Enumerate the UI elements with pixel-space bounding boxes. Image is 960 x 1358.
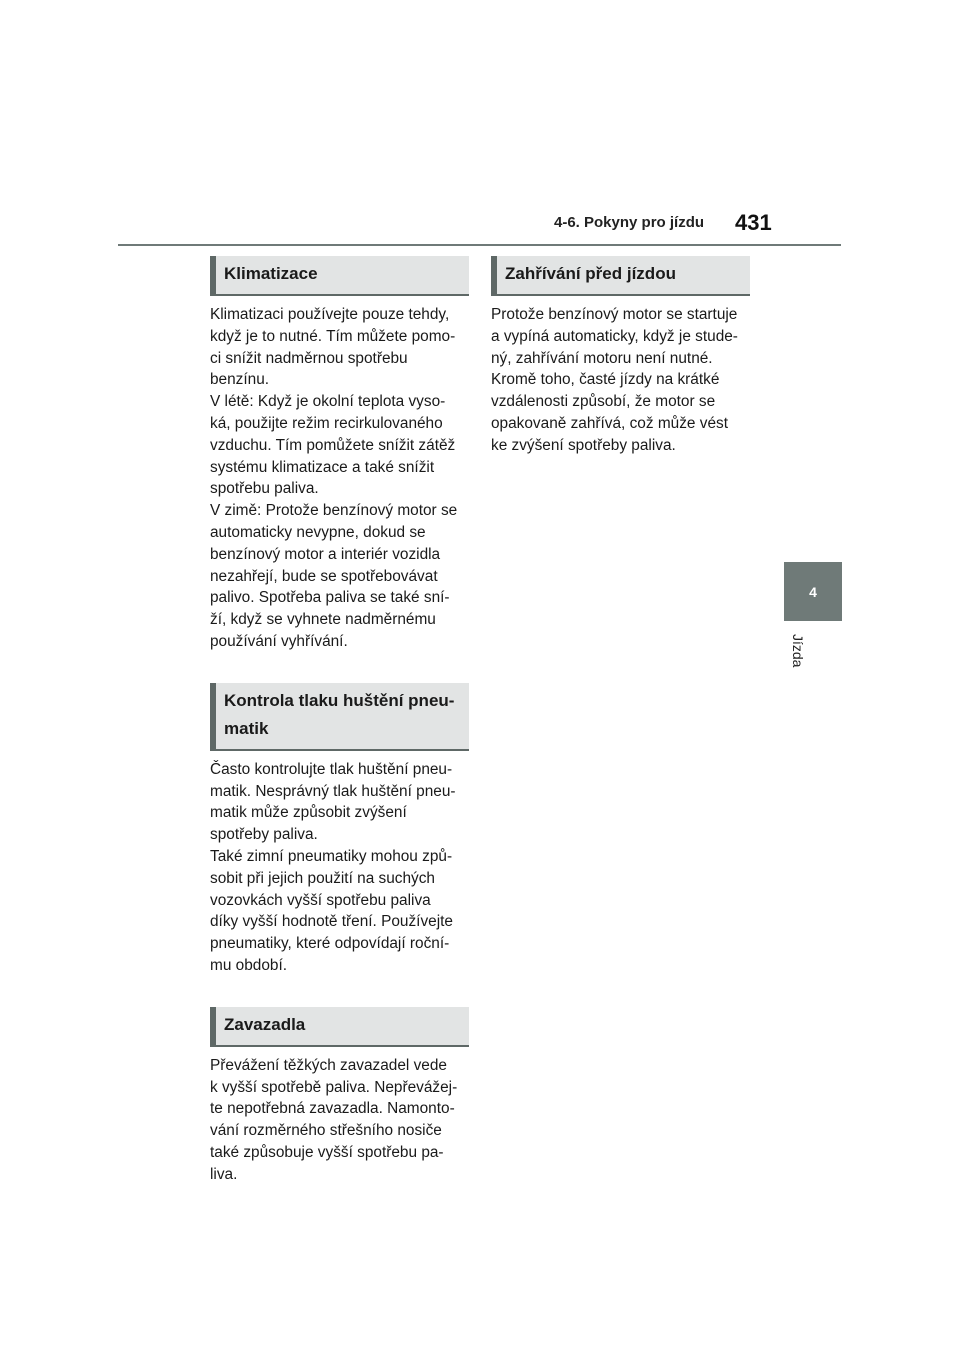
chapter-title: 4-6. Pokyny pro jízdu — [554, 214, 705, 231]
section-heading: Zahřívání před jízdou — [491, 256, 750, 296]
section-body: Protože benzínový motor se startuje a vypíná automaticky, když je stude- ný, zahřívání motoru není nutné. Kromě toho, časté jízdy na krátké vzdálenosti způsobí, že motor se opakovaně zahřívá, což může vést ke zvýšení spotřeby paliva. — [491, 306, 738, 454]
section-body: Často kontrolujte tlak huštění pneu- matik. Nesprávný tlak huštění pneu- matik může způsobit zvýšení spotřeby paliva. Také zimní pneumatiky mohou způ- sobit při jejich použití na suchých vozovkách vyšší spotřebu paliva díky vyšší hodnotě tření. Používejte pneumatiky, které odpovídají roční- mu období. — [210, 760, 456, 974]
section-heading: Zavazadla — [210, 1007, 469, 1047]
section-luggage — [210, 1007, 469, 1186]
chapter-tab-label: Jízda — [790, 634, 806, 668]
section-body: Klimatizaci používejte pouze tehdy, když je to nutné. Tím můžete pomo- ci snížit nadměrnou spotřebu benzínu. V létě: Když je okolní teplota vyso- ká, použijte režim recirkulovaného vzduchu. Tím pomůžete snížit zátěž systému klimatizace a také snížit spotřebu paliva. V zimě: Protože benzínový motor se automaticky nevypne, dokud se benzínový motor a interiér vozidla nezahřejí, bude se spotřebovávat palivo. Spotřeba paliva se také sní- ží, když se vyhnete nadměrnému používání vyhřívání. — [210, 306, 458, 650]
right-column — [491, 256, 750, 457]
section-body: Převážení těžkých zavazadel vede k vyšší spotřebě paliva. Nepřevážej- te nepotřebná zavazadla. Namonto- vání rozměrného střešního nosiče také způsobuje vyšší spotřebu pa- liva. — [210, 1056, 458, 1183]
section-air-conditioning — [210, 256, 469, 653]
page-number: 431 — [735, 210, 772, 235]
section-tire-pressure — [210, 683, 469, 977]
header-divider — [118, 244, 841, 246]
section-heading: Klimatizace — [210, 256, 469, 296]
chapter-tab-number: 4 — [809, 583, 817, 600]
chapter-tab[interactable] — [784, 562, 842, 621]
left-column — [210, 256, 469, 1186]
section-warm-up — [491, 256, 750, 457]
section-heading: Kontrola tlaku huštění pneu- matik — [210, 683, 469, 751]
